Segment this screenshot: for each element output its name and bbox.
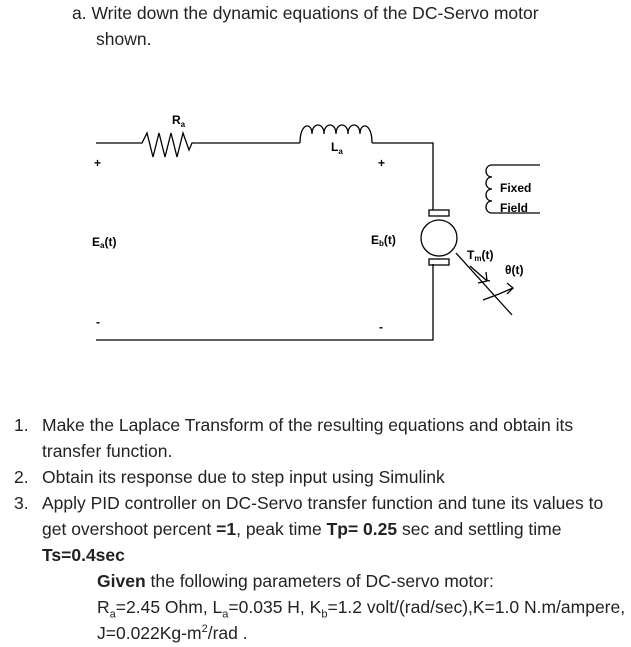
question-a-text-line2: shown. <box>96 29 152 49</box>
given-intro: the following parameters of DC-servo motor: <box>145 571 494 591</box>
param-kb-value: =1.2 volt/(rad/sec),K=1.0 N.m/ampere, J=0.022Kg-m <box>97 597 626 643</box>
eb-plus: + <box>378 156 386 170</box>
ea-minus: - <box>96 315 100 329</box>
motor-shaft <box>456 253 512 315</box>
task-text-part: Apply PID controller on DC-Servo transfer function and tune its values to get overshoot percent <box>42 493 604 539</box>
task-list <box>14 412 624 568</box>
task-text: Obtain its response due to step input using Simulink <box>42 467 445 487</box>
param-kb-sub: b <box>321 608 328 621</box>
settling-time-value: Ts=0.4sec <box>42 545 125 565</box>
param-ra: R <box>97 597 110 617</box>
eb-minus: - <box>379 320 383 334</box>
question-a-text-line1: Write down the dynamic equations of the DC-Servo motor <box>91 3 539 23</box>
task-item-1 <box>14 412 624 464</box>
param-ra-sub: a <box>109 608 116 621</box>
brush-bottom <box>429 259 449 265</box>
motor-armature <box>421 220 457 256</box>
peak-time-value: Tp= 0.25 <box>326 519 398 539</box>
task-number: 3. <box>14 493 29 513</box>
field-label: Field <box>500 201 529 215</box>
resistor-symbol <box>96 133 300 157</box>
overshoot-value: =1 <box>216 519 237 539</box>
ea-label: Ea(t) <box>92 235 117 250</box>
task-text-part: sec and settling time <box>397 519 562 539</box>
theta-arrow <box>483 288 513 300</box>
param-ra-value: =2.45 Ohm, L <box>115 597 223 617</box>
ea-plus: + <box>94 156 102 170</box>
given-parameters <box>97 568 627 646</box>
fixed-label: Fixed <box>500 181 532 195</box>
question-a-label: a. <box>72 3 87 23</box>
brush-top <box>429 210 449 216</box>
theta-label: θ(t) <box>505 263 524 277</box>
inductor-label: $L_a$ <box>331 140 343 156</box>
torque-label: Tm(t) <box>467 248 494 263</box>
given-label: Given <box>97 571 146 591</box>
task-text-part: , peak time <box>236 519 327 539</box>
top-wire <box>372 143 433 210</box>
task-item-2 <box>14 464 624 490</box>
param-la-value: =0.035 H, K <box>228 597 322 617</box>
task-item-3 <box>14 490 624 568</box>
theta-arrowhead <box>507 283 513 294</box>
param-la-sub: a <box>222 608 229 621</box>
eb-label: Eb(t) <box>371 233 396 248</box>
task-number: 1. <box>14 415 29 435</box>
task-text: Make the Laplace Transform of the resulting equations and obtain its transfer function. <box>42 415 574 461</box>
param-j-tail: /rad . <box>207 623 248 643</box>
resistor-label: $R_a$ <box>172 113 186 129</box>
task-number: 2. <box>14 467 29 487</box>
param-j-sup: 2 <box>201 623 208 636</box>
